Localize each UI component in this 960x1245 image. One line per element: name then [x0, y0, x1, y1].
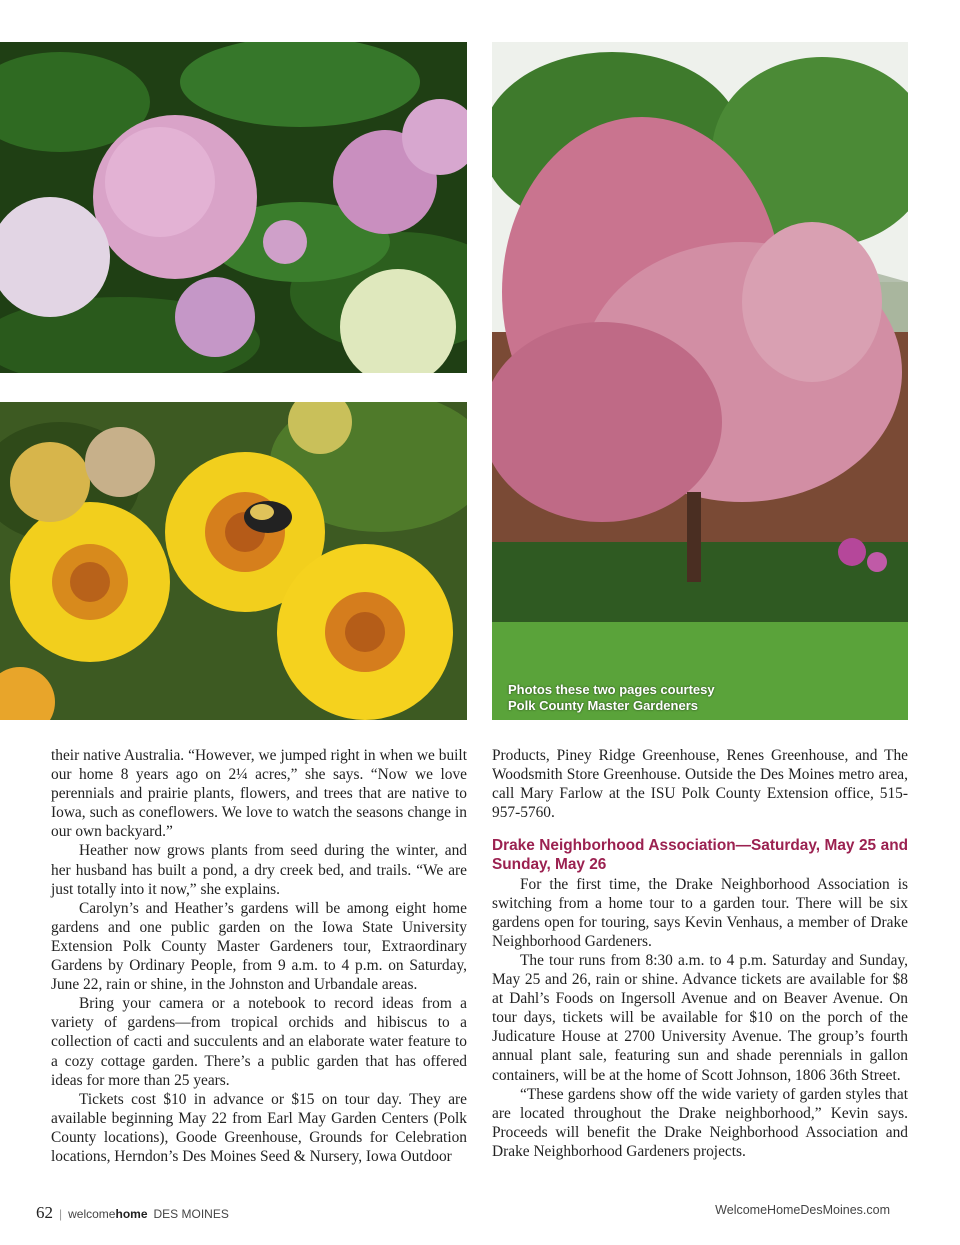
brand-bold: home	[115, 1207, 148, 1221]
paragraph: Carolyn’s and Heather’s gardens will be among eight home gardens and one public garden on the Iowa State University Extension Polk County Master Gardeners tour, Extraordinary Gardens by Ordinary People, from 9 a.m. to 4 p.m. on Saturday, June 22, rain or shine, in the Johnston and Urbandale areas.	[51, 899, 467, 994]
footer-separator: |	[59, 1207, 63, 1221]
paragraph: Bring your camera or a notebook to record ideas from a variety of gardens—from tropical orchids and hibiscus to a collection of cacti and succulents and an elaborate water feature to a cozy cottage garden. There’s a public garden that has offered ideas for more than 25 years.	[51, 995, 467, 1089]
photo-credit-caption: Photos these two pages courtesy Polk County Master Gardeners	[508, 682, 715, 713]
flowering-tree-image	[492, 42, 908, 720]
brand-light: welcome	[68, 1207, 116, 1221]
gaillardia-image	[0, 402, 467, 720]
left-text-column	[51, 746, 467, 1166]
hydrangea-photo	[0, 42, 467, 373]
section-heading: Drake Neighborhood Association—Saturday, May 25 and Sunday, May 26	[492, 837, 908, 874]
paragraph: The tour runs from 8:30 a.m. to 4 p.m. Saturday and Sunday, May 25 and 26, rain or shine. Advance tickets are available for $8 at Dahl’s Foods on Ingersoll Avenue and on Beaver Avenue. On tour days, tickets will be available for $10 on the porch of the Judicature House at 2700 University Avenue. The group’s fourth annual plant sale, featuring sun and shade perennials in gallon containers, will be at the home of Scott Johnson, 1806 36th Street.	[492, 951, 908, 1084]
brand-city: DES MOINES	[153, 1207, 229, 1221]
flowering-tree-photo	[492, 42, 908, 720]
magazine-brand	[68, 1207, 147, 1221]
page-number: 62	[36, 1203, 53, 1222]
right-text-column	[492, 746, 908, 1161]
footer-folio	[36, 1203, 229, 1223]
paragraph: their native Australia. “However, we jumped right in when we built our home 8 years ago on 2¼ acres,” she says. “Now we love perennials and prairie plants, flowers, and trees that are native to Iowa, such as coneflowers. We love to watch the seasons change in our own backyard.”	[51, 747, 467, 841]
paragraph: For the first time, the Drake Neighborhood Association is switching from a home tour to a garden tour. There will be six gardens open for touring, says Kevin Venhaus, a member of Drake Neighborhood Gardeners.	[492, 875, 908, 950]
hydrangea-image	[0, 42, 467, 373]
paragraph: “These gardens show off the wide variety of garden styles that are located throughout the Drake neighborhood,” Kevin says. Proceeds will benefit the Drake Neighborhood Association and Drake Neighborhood Gardeners projects.	[492, 1085, 908, 1160]
paragraph: Products, Piney Ridge Greenhouse, Renes Greenhouse, and The Woodsmith Store Greenhouse. Outside the Des Moines metro area, call Mary Farlow at the ISU Polk County Extension office, 515-957-5760.	[492, 747, 908, 822]
paragraph: Tickets cost $10 in advance or $15 on tour day. They are available beginning May 22 from Earl May Garden Centers (Polk County locations), Goode Greenhouse, Grounds for Celebration locations, Herndon’s Des Moines Seed & Nursery, Iowa Outdoor	[51, 1090, 467, 1165]
gaillardia-photo	[0, 402, 467, 720]
paragraph: Heather now grows plants from seed during the winter, and her husband has built a pond, a dry creek bed, and trails. “We are just totally into it now,” she explains.	[51, 842, 467, 898]
footer-website: WelcomeHomeDesMoines.com	[715, 1203, 890, 1217]
